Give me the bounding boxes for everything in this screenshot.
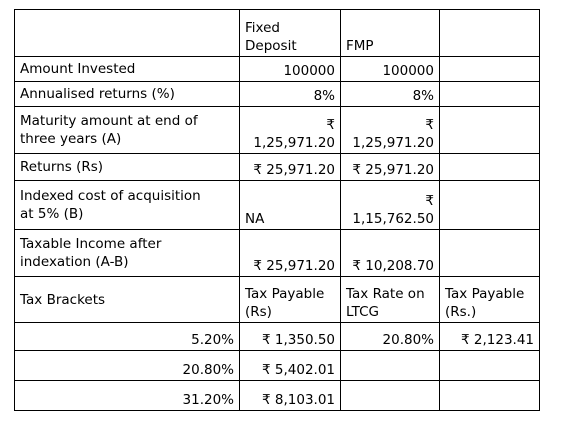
row-label: Amount Invested xyxy=(15,57,240,82)
header-fmp xyxy=(341,10,440,57)
row-label xyxy=(15,107,240,154)
row-label-line1: Indexed cost of acquisition xyxy=(20,188,201,204)
fd-value: NA xyxy=(240,181,341,230)
tax-rate-line1: Tax Rate on xyxy=(346,286,425,302)
fd-value: ₹ 25,971.20 xyxy=(240,230,341,277)
ltcg-payable xyxy=(440,381,540,411)
tax-bracket: 31.20% xyxy=(15,381,240,411)
fd-value: 100000 xyxy=(240,57,341,82)
row-label: Annualised returns (%) xyxy=(15,82,240,107)
table-row xyxy=(15,107,540,154)
blank-cell xyxy=(440,181,540,230)
row-label-line1: Taxable Income after xyxy=(20,236,162,252)
tax-payable-header xyxy=(240,277,341,323)
row-label: Returns (Rs) xyxy=(15,154,240,181)
ltcg-rate xyxy=(341,351,440,381)
blank-cell xyxy=(440,154,540,181)
fmp-value: ₹ 10,208.70 xyxy=(341,230,440,277)
fd-value: 8% xyxy=(240,82,341,107)
table-row xyxy=(15,82,540,107)
fmp-value xyxy=(341,181,440,230)
blank-cell xyxy=(440,82,540,107)
fmp-value: 100000 xyxy=(341,57,440,82)
tax-header-row xyxy=(15,277,540,323)
tax-bracket: 5.20% xyxy=(15,323,240,351)
row-label-line2: three years (A) xyxy=(20,131,122,147)
tax-payable2-line2: (Rs.) xyxy=(445,304,477,320)
header-fmp-label: FMP xyxy=(346,38,374,54)
ltcg-rate: 20.80% xyxy=(341,323,440,351)
tax-row xyxy=(15,381,540,411)
tax-payable: ₹ 5,402.01 xyxy=(240,351,341,381)
row-label xyxy=(15,181,240,230)
header-fd-line1: Fixed xyxy=(245,20,280,36)
fmp-amount: 1,15,762.50 xyxy=(352,211,434,227)
table-row xyxy=(15,230,540,277)
fmp-value xyxy=(341,107,440,154)
fmp-value: ₹ 25,971.20 xyxy=(341,154,440,181)
table-row xyxy=(15,154,540,181)
header-fd-line2: Deposit xyxy=(245,38,297,54)
row-label-line2: at 5% (B) xyxy=(20,206,84,222)
header-row xyxy=(15,10,540,57)
fmp-value: 8% xyxy=(341,82,440,107)
tax-payable-ltcg-header xyxy=(440,277,540,323)
tax-payable: ₹ 8,103.01 xyxy=(240,381,341,411)
fmp-amount: 1,25,971.20 xyxy=(352,135,434,151)
ltcg-payable: ₹ 2,123.41 xyxy=(440,323,540,351)
tax-payable-line1: Tax Payable xyxy=(245,286,325,302)
fd-value: ₹ 25,971.20 xyxy=(240,154,341,181)
tax-rate-line2: LTCG xyxy=(346,304,380,320)
table-row xyxy=(15,57,540,82)
row-label-line2: indexation (A-B) xyxy=(20,254,129,270)
tax-payable: ₹ 1,350.50 xyxy=(240,323,341,351)
rupee-symbol: ₹ xyxy=(425,117,434,133)
ltcg-rate xyxy=(341,381,440,411)
rupee-symbol: ₹ xyxy=(425,193,434,209)
fd-vs-fmp-table xyxy=(14,9,540,411)
fd-value xyxy=(240,107,341,154)
tax-brackets-label: Tax Brackets xyxy=(15,277,240,323)
tax-bracket: 20.80% xyxy=(15,351,240,381)
tax-row xyxy=(15,351,540,381)
blank-cell xyxy=(440,107,540,154)
tax-rate-ltcg-header xyxy=(341,277,440,323)
ltcg-payable xyxy=(440,351,540,381)
header-blank-cell xyxy=(440,10,540,57)
header-fixed-deposit xyxy=(240,10,341,57)
fd-amount: 1,25,971.20 xyxy=(253,135,335,151)
table-row xyxy=(15,181,540,230)
row-label xyxy=(15,230,240,277)
tax-row xyxy=(15,323,540,351)
header-blank-cell xyxy=(15,10,240,57)
row-label-line1: Maturity amount at end of xyxy=(20,113,198,129)
tax-payable2-line1: Tax Payable xyxy=(445,286,525,302)
rupee-symbol: ₹ xyxy=(326,117,335,133)
tax-payable-line2: (Rs) xyxy=(245,304,272,320)
blank-cell xyxy=(440,230,540,277)
blank-cell xyxy=(440,57,540,82)
